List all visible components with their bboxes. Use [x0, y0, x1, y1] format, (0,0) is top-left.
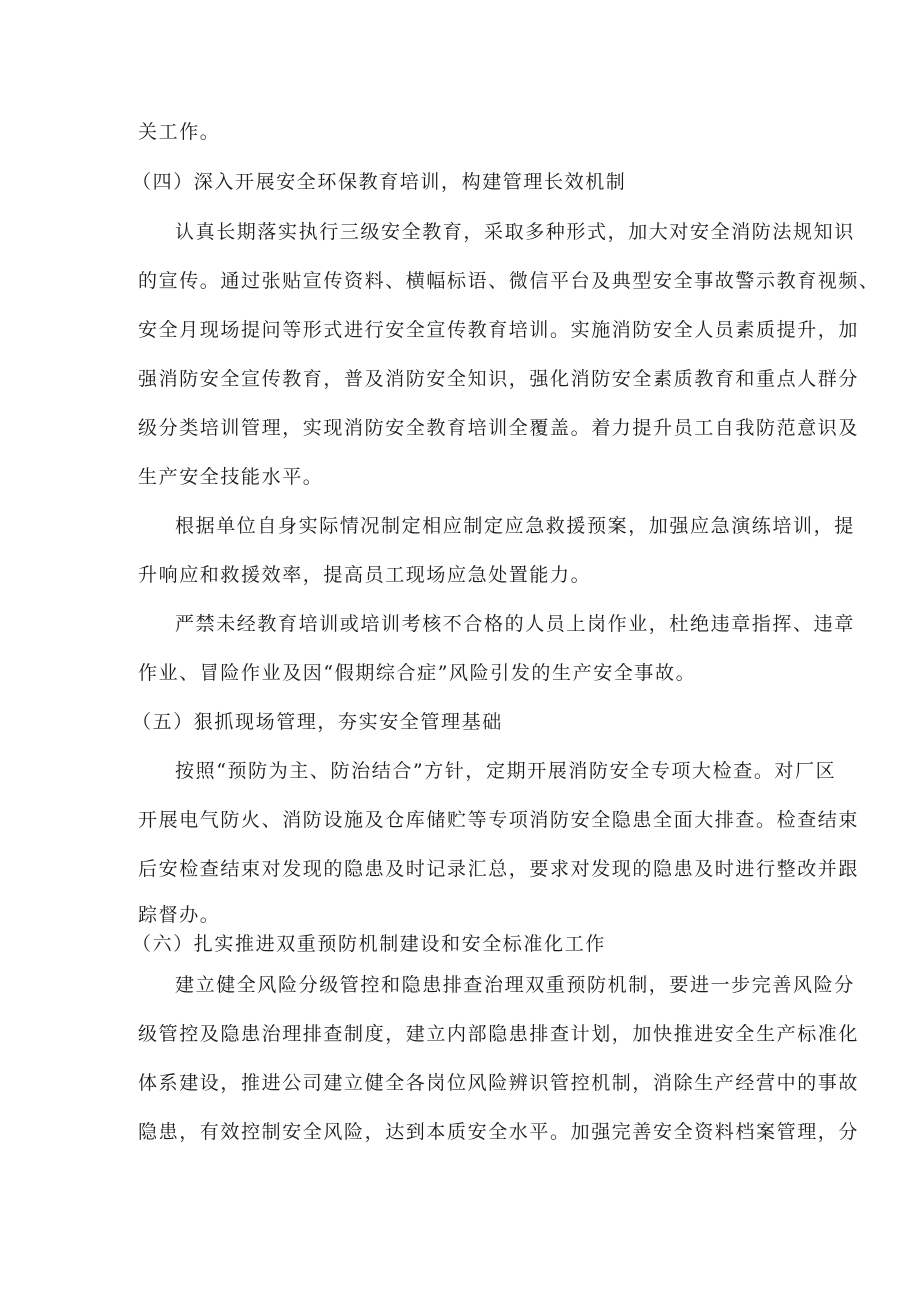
body-text-line: 踪督办。 — [138, 904, 221, 926]
body-text-line: 级管控及隐患治理排查制度，建立内部隐患排查计划，加快推进安全生产标准化 — [138, 1023, 860, 1045]
body-text-line: 认真长期落实执行三级安全教育，采取多种形式，加大对安全消防法规知识 — [175, 221, 855, 243]
body-text-line: 体系建设，推进公司建立健全各岗位风险辨识管控机制，消除生产经营中的事故 — [138, 1072, 860, 1094]
body-text-line: 关工作。 — [138, 121, 221, 143]
body-text-line: 后安检查结束对发现的隐患及时记录汇总，要求对发现的隐患及时进行整改并跟 — [138, 858, 860, 880]
body-text-line: 开展电气防火、消防设施及仓库储贮等专项消防安全隐患全面大排查。检查结束 — [138, 809, 860, 831]
body-text-line: 作业、冒险作业及因“假期综合症”风险引发的生产安全事故。 — [138, 662, 697, 684]
body-text-line: 强消防安全宣传教育，普及消防安全知识，强化消防安全素质教育和重点人群分 — [138, 368, 860, 390]
section-heading-4: （四）深入开展安全环保教育培训，构建管理长效机制 — [132, 171, 627, 193]
body-text-line: 建立健全风险分级管控和隐患排查治理双重预防机制，要进一步完善风险分 — [175, 974, 855, 996]
body-text-line: 根据单位自身实际情况制定相应制定应急救援预案，加强应急演练培训，提 — [175, 515, 855, 537]
body-text-line: 级分类培训管理，实现消防安全教育培训全覆盖。着力提升员工自我防范意识及 — [138, 417, 860, 439]
section-heading-6: （六）扎实推进双重预防机制建设和安全标准化工作 — [132, 933, 606, 955]
body-text-line: 严禁未经教育培训或培训考核不合格的人员上岗作业，杜绝违章指挥、违章 — [175, 613, 855, 635]
body-text-line: 安全月现场提问等形式进行安全宣传教育培训。实施消防安全人员素质提升，加 — [138, 319, 860, 341]
section-heading-5: （五）狠抓现场管理，夯实安全管理基础 — [132, 711, 503, 733]
body-text-line: 生产安全技能水平。 — [138, 466, 324, 488]
body-text-line: 按照“预防为主、防治结合”方针，定期开展消防安全专项大检查。对厂区 — [175, 760, 837, 782]
body-text-line: 的宣传。通过张贴宣传资料、横幅标语、微信平台及典型安全事故警示教育视频、 — [138, 270, 880, 292]
body-text-line: 升响应和救援效率，提高员工现场应急处置能力。 — [138, 564, 592, 586]
body-text-line: 隐患，有效控制安全风险，达到本质安全水平。加强完善安全资料档案管理，分 — [138, 1121, 860, 1143]
